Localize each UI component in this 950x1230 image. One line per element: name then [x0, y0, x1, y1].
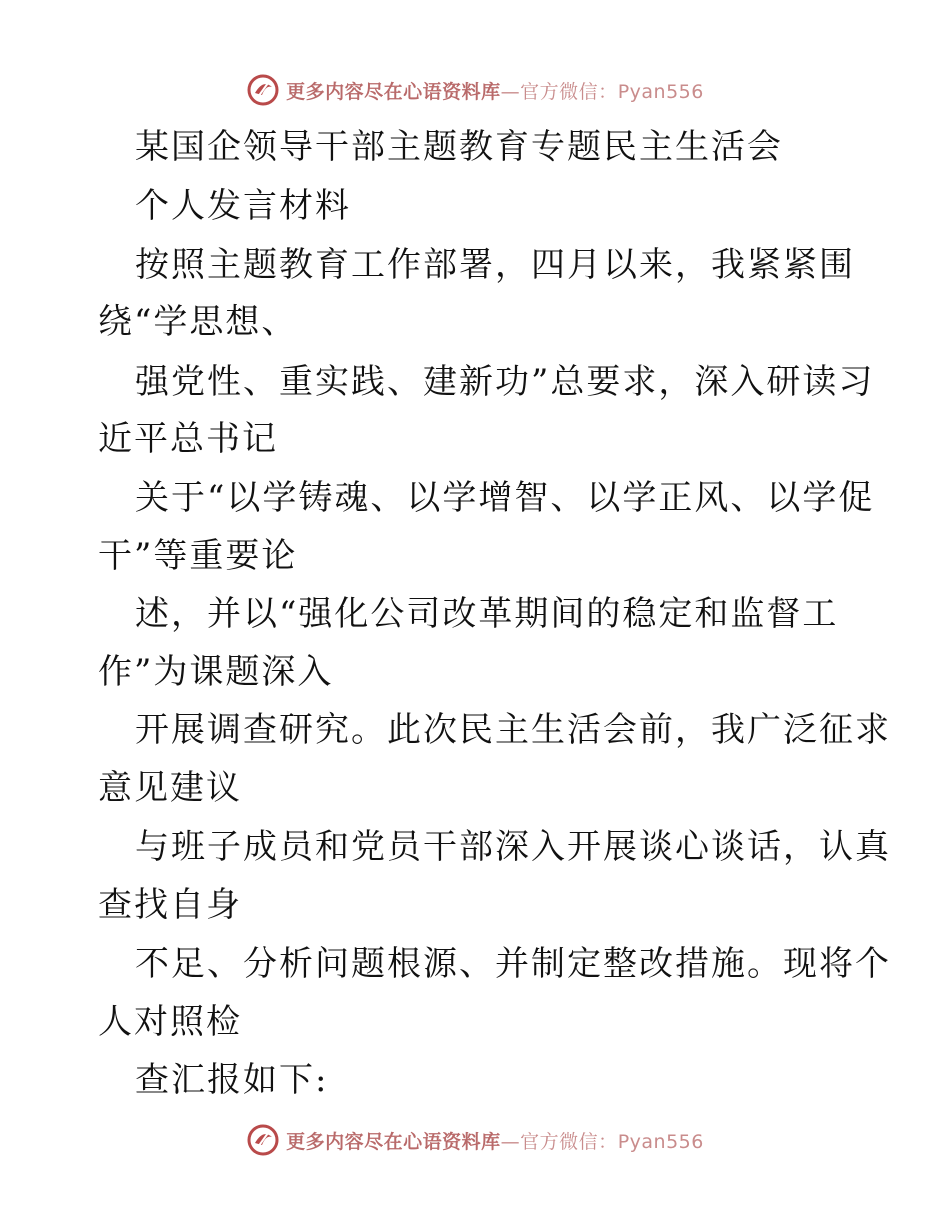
red-swirl-logo-icon	[246, 1123, 280, 1157]
paragraph-line: 按照主题教育工作部署，四月以来，我紧紧围	[135, 245, 855, 285]
watermark-site-text: 更多内容尽在心语资料库	[286, 80, 501, 103]
paragraph-line: 查汇报如下:	[135, 1060, 329, 1100]
paragraph-line: 作”为课题深入	[98, 652, 334, 692]
watermark-separator: —	[500, 80, 521, 103]
paragraph-line: 意见建议	[98, 768, 242, 808]
paragraph-line: 开展调查研究。此次民主生活会前，我广泛征求	[135, 710, 891, 750]
paragraph-line: 述，并以“强化公司改革期间的稳定和监督工	[135, 594, 839, 634]
paragraph-line: 近平总书记	[98, 419, 278, 459]
document-title: 某国企领导干部主题教育专题民主生活会	[135, 127, 783, 167]
footer-watermark	[0, 1120, 950, 1160]
paragraph-line: 人对照检	[98, 1002, 242, 1042]
paragraph-line: 查找自身	[98, 885, 242, 925]
document-subtitle: 个人发言材料	[135, 186, 351, 226]
watermark-wechat-label: 官方微信：	[520, 80, 618, 103]
paragraph-line: 绕“学思想、	[98, 302, 298, 342]
paragraph-line: 不足、分析问题根源、并制定整改措施。现将个	[135, 944, 891, 984]
watermark-wechat-label: 官方微信：	[520, 1130, 618, 1153]
paragraph-line: 关于“以学铸魂、以学增智、以学正风、以学促	[135, 478, 875, 518]
watermark-separator: —	[500, 1130, 521, 1153]
watermark-wechat-id: Pyan556	[617, 1130, 704, 1153]
watermark-site-text: 更多内容尽在心语资料库	[286, 1130, 501, 1153]
watermark-text	[286, 1127, 704, 1154]
paragraph-line: 与班子成员和党员干部深入开展谈心谈话，认真	[135, 827, 891, 867]
watermark-wechat-id: Pyan556	[617, 80, 704, 103]
paragraph-line: 干”等重要论	[98, 536, 298, 576]
paragraph-line: 强党性、重实践、建新功”总要求，深入研读习	[135, 362, 875, 402]
